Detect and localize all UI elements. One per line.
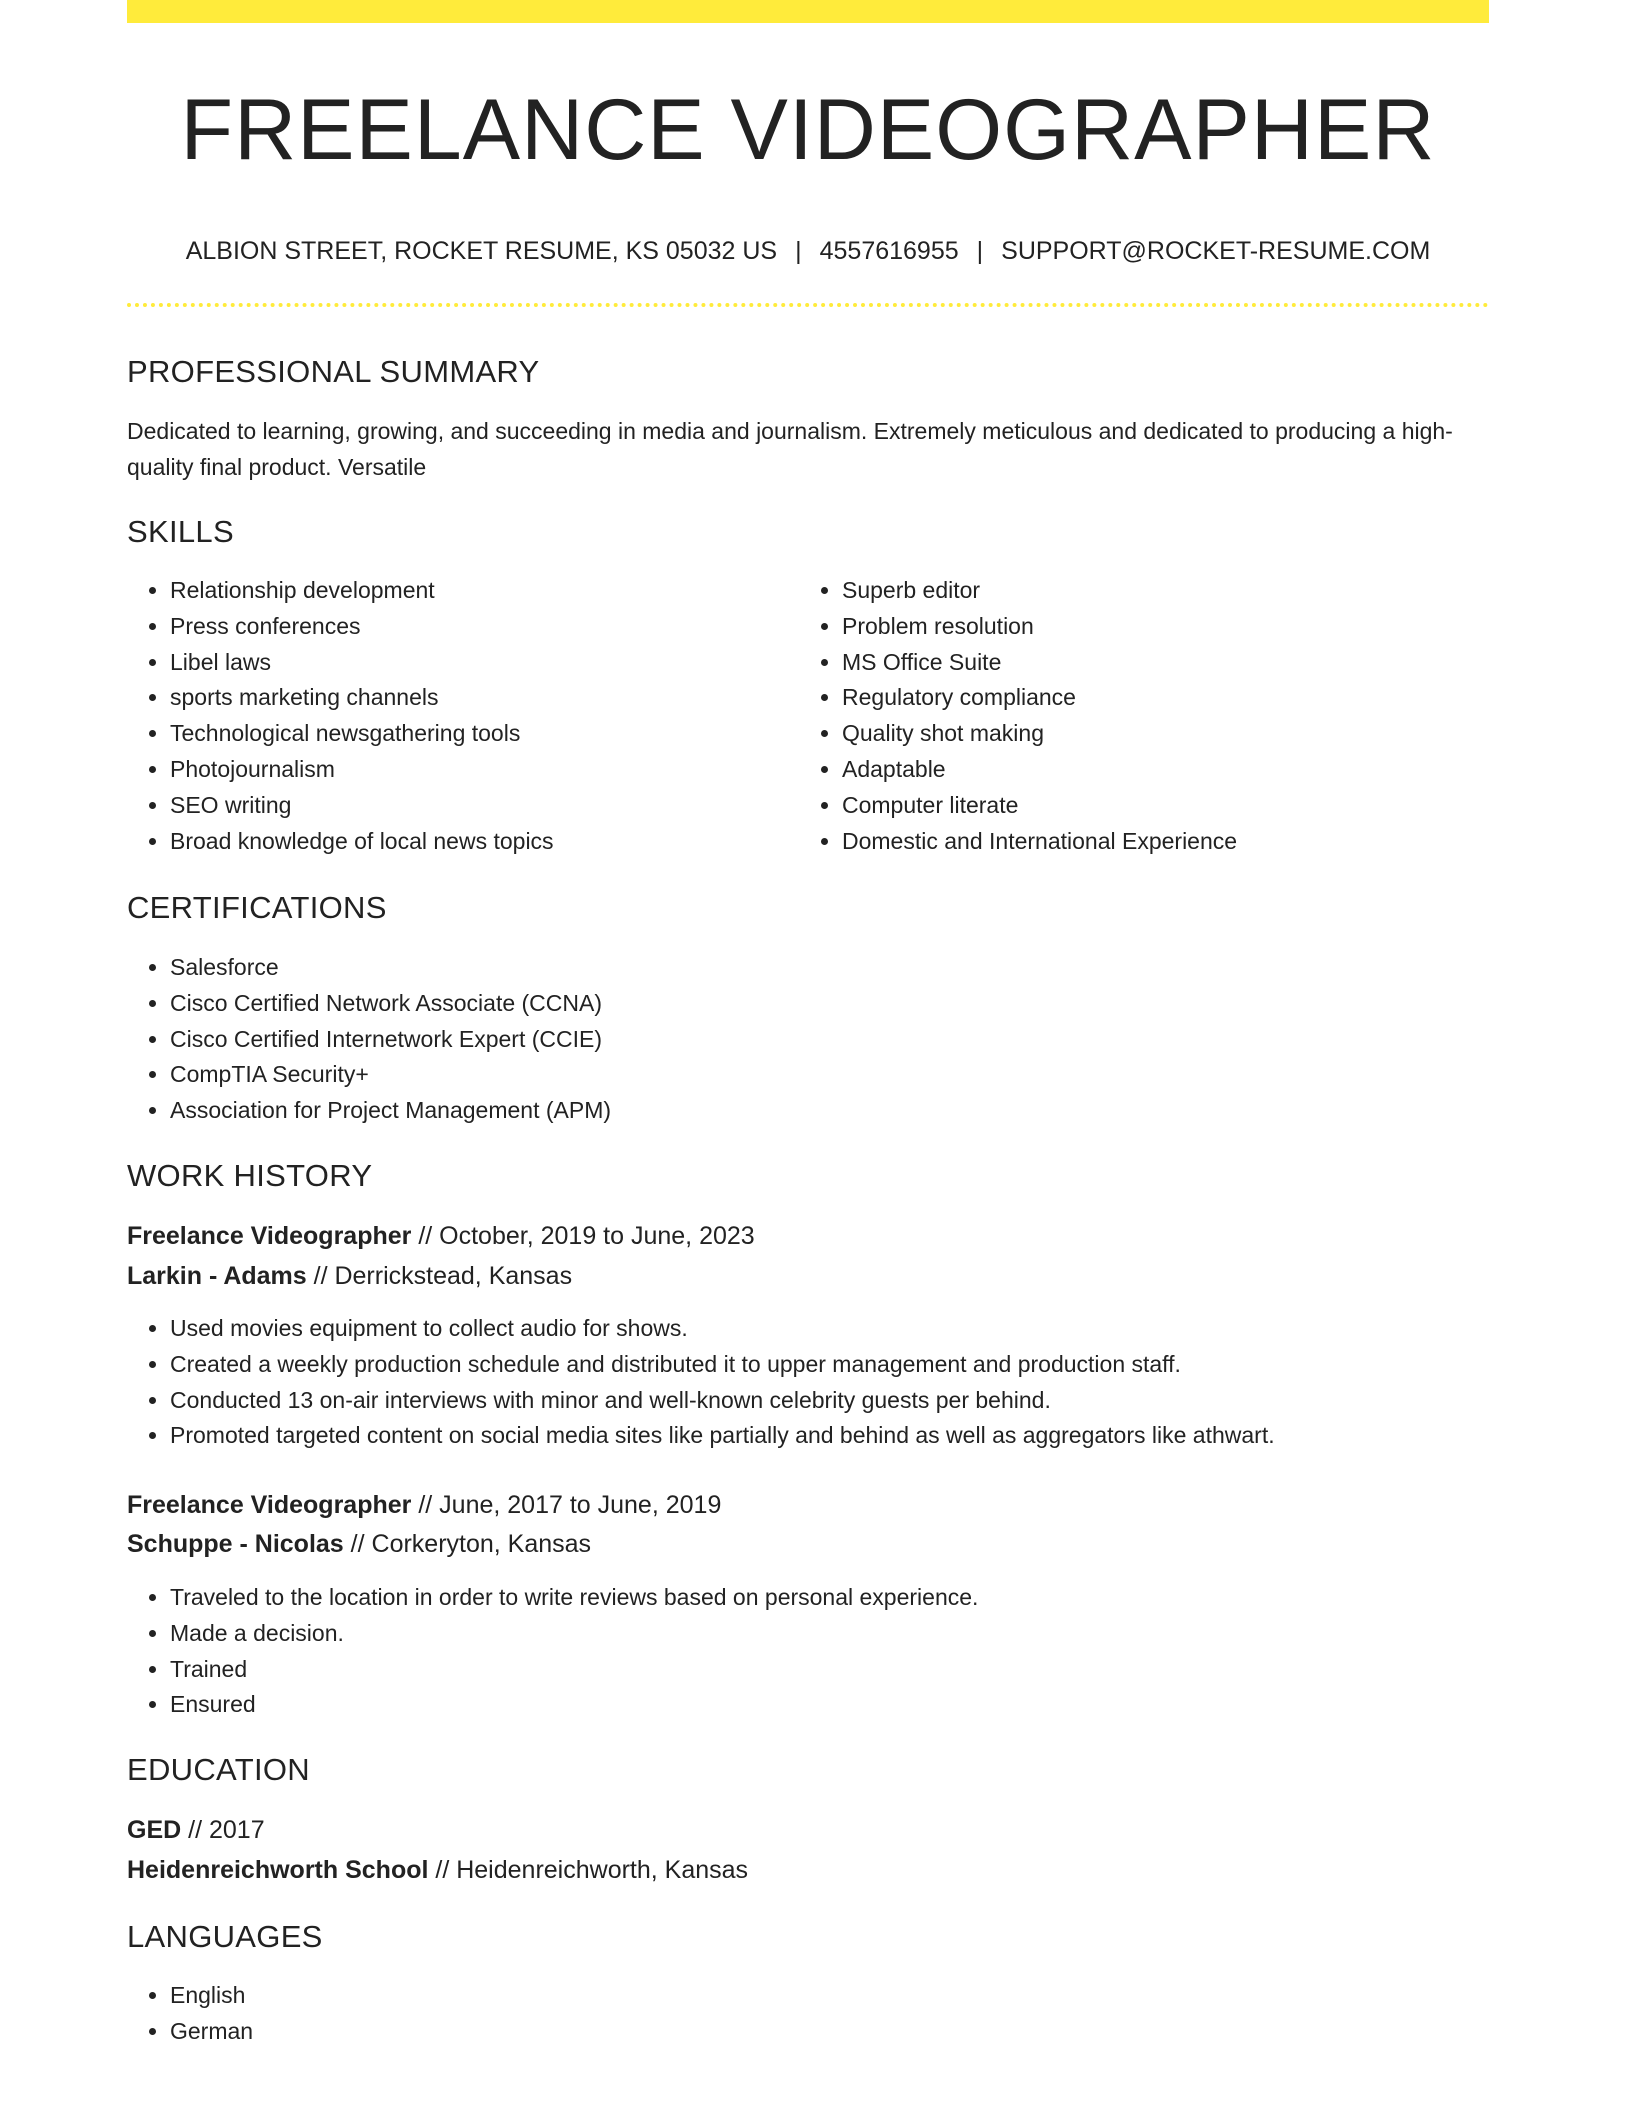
skill-item: • Problem resolution bbox=[842, 609, 1482, 645]
job-role: Freelance Videographer bbox=[127, 1491, 412, 1519]
skills-heading: SKILLS bbox=[127, 514, 234, 549]
education-year: // 2017 bbox=[188, 1816, 265, 1844]
languages-list bbox=[127, 1978, 770, 2050]
skills-list-left bbox=[127, 573, 770, 859]
job-company-line bbox=[127, 1526, 591, 1562]
contact-line bbox=[127, 234, 1489, 268]
skill-item: • Libel laws bbox=[170, 645, 770, 681]
education-degree-line bbox=[127, 1812, 265, 1848]
skill-item: • Computer literate bbox=[842, 788, 1482, 824]
job-location: // Derrickstead, Kansas bbox=[313, 1262, 573, 1290]
languages-heading: LANGUAGES bbox=[127, 1919, 323, 1954]
contact-separator: | bbox=[795, 237, 802, 265]
certifications-list bbox=[127, 950, 1470, 1129]
skill-item: • Relationship development bbox=[170, 573, 770, 609]
skills-list-right bbox=[799, 573, 1482, 859]
skill-item: • Photojournalism bbox=[170, 752, 770, 788]
certifications-heading: CERTIFICATIONS bbox=[127, 890, 387, 925]
job-bullet: • Trained bbox=[170, 1652, 1530, 1688]
skill-item: • Press conferences bbox=[170, 609, 770, 645]
skill-item: • Adaptable bbox=[842, 752, 1482, 788]
skill-item: • Broad knowledge of local news topics bbox=[170, 824, 770, 860]
education-school-line bbox=[127, 1852, 748, 1888]
accent-top-bar bbox=[127, 0, 1489, 23]
education-location: // Heidenreichworth, Kansas bbox=[435, 1856, 749, 1884]
certification-item: • Association for Project Management (APM) bbox=[170, 1093, 1470, 1129]
education-school: Heidenreichworth School bbox=[127, 1856, 429, 1884]
skill-item: • MS Office Suite bbox=[842, 645, 1482, 681]
contact-address: ALBION STREET, ROCKET RESUME, KS 05032 US bbox=[185, 237, 778, 265]
contact-phone: 4557616955 bbox=[819, 237, 959, 265]
dotted-divider bbox=[127, 303, 1489, 307]
skill-item: • SEO writing bbox=[170, 788, 770, 824]
skill-item: • Technological newsgathering tools bbox=[170, 716, 770, 752]
job-company: Larkin - Adams bbox=[127, 1262, 307, 1290]
certification-item: • Cisco Certified Internetwork Expert (CCIE) bbox=[170, 1022, 1470, 1058]
job-dates: // October, 2019 to June, 2023 bbox=[418, 1222, 755, 1250]
summary-heading: PROFESSIONAL SUMMARY bbox=[127, 354, 540, 389]
certification-item: • Salesforce bbox=[170, 950, 1470, 986]
skill-item: • Quality shot making bbox=[842, 716, 1482, 752]
job-role: Freelance Videographer bbox=[127, 1222, 412, 1250]
summary-text: Dedicated to learning, growing, and succeeding in media and journalism. Extremely meticulous and dedicated to producing a high-quality final product. Versatile bbox=[127, 418, 1453, 480]
skill-item: • Domestic and International Experience bbox=[842, 824, 1482, 860]
skill-item: • Regulatory compliance bbox=[842, 680, 1482, 716]
job-bullet: • Created a weekly production schedule and distributed it to upper management and production staff. bbox=[170, 1347, 1530, 1383]
skill-item: • sports marketing channels bbox=[170, 680, 770, 716]
job-dates: // June, 2017 to June, 2019 bbox=[418, 1491, 722, 1519]
language-item: • English bbox=[170, 1978, 770, 2014]
job-company: Schuppe - Nicolas bbox=[127, 1530, 344, 1558]
job-bullet: • Used movies equipment to collect audio for shows. bbox=[170, 1311, 1530, 1347]
contact-email: SUPPORT@ROCKET-RESUME.COM bbox=[1001, 237, 1431, 265]
skill-item: • Superb editor bbox=[842, 573, 1482, 609]
job-title-line bbox=[127, 1218, 755, 1254]
language-item: • German bbox=[170, 2014, 770, 2050]
contact-separator: | bbox=[976, 237, 984, 265]
job-bullet: • Ensured bbox=[170, 1687, 1530, 1723]
work-history-heading: WORK HISTORY bbox=[127, 1158, 373, 1193]
job-title-line bbox=[127, 1487, 721, 1523]
job-bullet: • Promoted targeted content on social media sites like partially and behind as well as aggregators like athwart. bbox=[170, 1418, 1530, 1454]
certification-item: • Cisco Certified Network Associate (CCNA) bbox=[170, 986, 1470, 1022]
education-heading: EDUCATION bbox=[127, 1752, 310, 1787]
job-bullet: • Made a decision. bbox=[170, 1616, 1530, 1652]
education-degree: GED bbox=[127, 1816, 182, 1844]
job-company-line bbox=[127, 1258, 572, 1294]
job-bullets bbox=[127, 1311, 1530, 1454]
job-bullets bbox=[127, 1580, 1530, 1723]
job-location: // Corkeryton, Kansas bbox=[350, 1530, 592, 1558]
job-bullet: • Conducted 13 on-air interviews with minor and well-known celebrity guests per behind. bbox=[170, 1383, 1530, 1419]
resume-name: FREELANCE VIDEOGRAPHER bbox=[180, 82, 1436, 178]
job-bullet: • Traveled to the location in order to write reviews based on personal experience. bbox=[170, 1580, 1530, 1616]
certification-item: • CompTIA Security+ bbox=[170, 1057, 1470, 1093]
